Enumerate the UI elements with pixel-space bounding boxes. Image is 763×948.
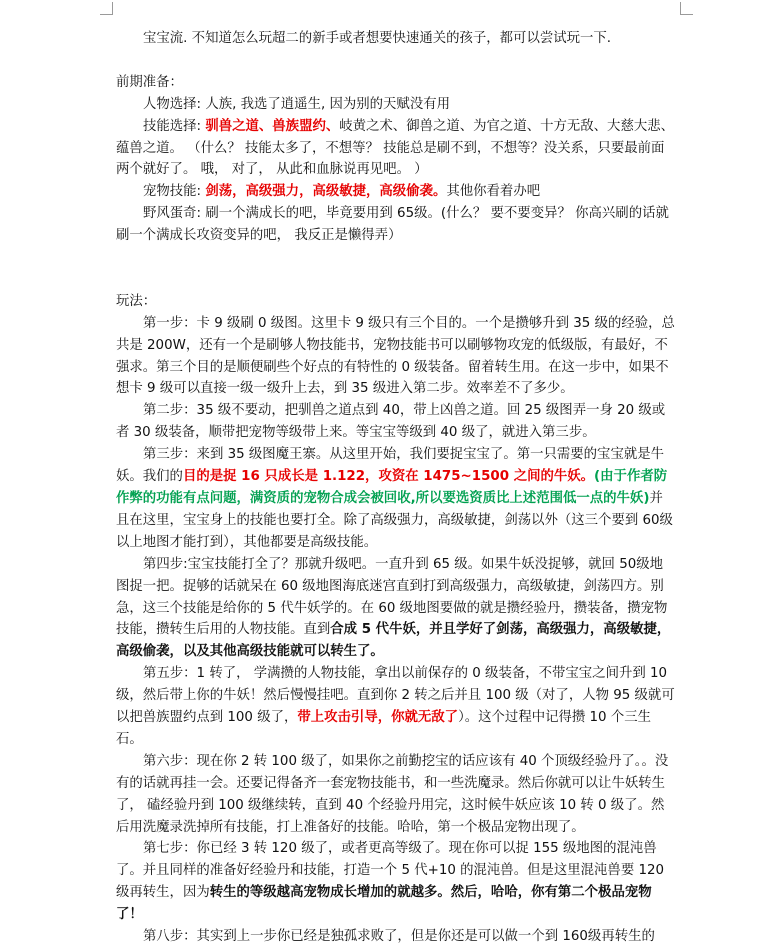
skill-prefix: 技能选择: xyxy=(143,118,206,134)
step3-text-a: 第三步：来到 35 级图魔王寨。从这里开始，我们要捉宝宝了。第一只需要的宝宝就是牛妖。我们的 xyxy=(116,447,665,485)
step6-paragraph: 第六步：现在你 2 转 100 级了，如果你之前勤挖宝的话应该有 40 个顶级经验丹了。。没有的话就再挂一会。还要记得备齐一套宠物技能书，和一些洗魔录。然后你就可以让牛妖转生了， 磕经验丹到 100 级继续转，直到 40 个经验丹用完，这时候牛妖应该 10 转 0 级了。然后用洗魔录洗掉所有技能，打上准备好的技能。哈哈，第一个极品宠物出现了。 xyxy=(116,753,669,835)
intro-paragraph: 宝宝流. 不知道怎么玩超二的新手或者想要快速通关的孩子，都可以尝试玩一下. xyxy=(143,31,612,46)
step5-text-a: 第五步：1 转了， 学满攒的人物技能，拿出以前保存的 0 级装备，不带宝宝之间升到 10级，然后带上你的牛妖！然后慢慢挂吧。直到你 2 转之后并且 100 级（对了，人物 95 级就可以把兽族盟约点到 100 级了， xyxy=(116,666,675,726)
pet-skill-paragraph xyxy=(116,181,676,203)
step7-text-b: 。然后，哈哈，你有第二个极品宠物了！ xyxy=(116,885,652,923)
step1-paragraph: 第一步：卡 9 级刷 0 级图。这里卡 9 级只有三个目的。一个是攒够升到 35 级的经验，总共是 200W，还有一个是刷够人物技能书，宠物技能书可以刷够物攻宠的低级版，有最好，不强求。第三个目的是顺便刷些个好点的有特性的 0 级装备。留着转生用。在这一步中，如果不想卡 9 级可以直接一级一级升上去，到 35 级进入第二步。效率差不了多少。 xyxy=(116,315,675,397)
step4-text-a: 第四步:宝宝技能打全了？那就升级吧。一直升到 65 级。如果牛妖没捉够，就回 50级地图捉一把。捉够的话就呆在 60 级地图海底迷宫直到打到高级强力，高级敏捷，剑荡四方。别急，这三个技能是给你的 5 代牛妖学的。在 60 级地图要做的就是攒经验丹，攒装备，攒宠物技能，攒转生后用的人物技能。直到 xyxy=(116,556,668,638)
step2-paragraph: 第二步：35 级不要动，把驯兽之道点到 40，带上凶兽之道。回 25 级图弄一身 20 级或者 30 级装备，顺带把宠物等级带上来。等宝宝等级到 40 级了，就进入第三步。 xyxy=(116,403,666,441)
step8-paragraph: 第八步：其实到上一步你已经是独孤求败了，但是你还是可以做一个到 160级再转生的 xyxy=(143,929,655,945)
skill-highlight: 驯兽之道、兽族盟约、 xyxy=(205,118,340,134)
pet-highlight: 剑荡，高级强力，高级敏捷，高级偷袭。 xyxy=(205,184,447,200)
step3-text-b: 并且在这里，宝宝身上的技能也要打全。除了高级强力，高级敏捷，剑荡以外（这三个要到 60级以上地图才能打到），其他都要是高级技能。 xyxy=(116,490,673,550)
step7-text-a: 第七步：你已经 3 转 120 级了，或者更高等级了。现在你可以捉 155 级地图的混沌兽了。并且同样的准备好经验丹和技能，打造一个 5 代+10 的混沌兽。但是这里混沌兽要 120 级再转生，因为 xyxy=(116,841,665,901)
race-paragraph: 人物选择: 人族, 我选了逍遥生, 因为别的天赋没有用 xyxy=(143,96,450,112)
step3-highlight-green: (由于作者防作弊的功能有点问题，满资质的宠物合成会被回收,所以要选资质比上述范围低一点的牛妖) xyxy=(116,469,668,506)
skill-paragraph xyxy=(116,116,676,182)
step7-paragraph xyxy=(116,838,676,926)
prep-heading: 前期准备： xyxy=(116,74,183,90)
egg-paragraph: 野风蛋奇: 刷一个满成长的吧，毕竟要用到 65级。(什么？ 要不要变异？ 你高兴刷的话就刷一个满成长攻资变异的吧， 我反正是懒得弄） xyxy=(116,206,669,244)
step7-highlight-bold: 转生的等级越高宠物成长增加的就越多 xyxy=(209,885,438,901)
step4-highlight-bold: 合成 5 代牛妖，并且学好了剑荡，高级强力，高级敏捷，高级偷袭，以及其他高级技能就可以转生了。 xyxy=(116,622,671,660)
pet-prefix: 宠物技能: xyxy=(143,184,206,200)
margin-corner-mark-right xyxy=(680,2,693,15)
skill-rest: 岐黄之术、御兽之道、为官之道、十方无敌、大慈大悲、蕴兽之道。 （什么？ 技能太多了，不想等？ 技能总是刷不到，不想等？没关系，只要最前面两个就好了。 哦， 对了， 从此和血脉说再见吧。 ） xyxy=(116,118,675,178)
step5-paragraph xyxy=(116,663,676,751)
step3-highlight-red: 目的是捉 16 只成长是 1.122，攻资在 1475~1500 之间的牛妖。 xyxy=(182,469,595,485)
pet-rest: 其他你看着办吧 xyxy=(446,184,541,200)
step3-paragraph xyxy=(116,444,676,554)
step5-text-b: ）。这个过程中记得攒 10 个三生石。 xyxy=(116,710,651,747)
play-heading: 玩法： xyxy=(116,293,157,309)
document-body xyxy=(116,28,676,948)
step5-highlight-red: 带上攻击引导，你就无敌了 xyxy=(297,710,459,726)
margin-corner-mark-left xyxy=(100,2,113,15)
step4-paragraph xyxy=(116,554,676,664)
